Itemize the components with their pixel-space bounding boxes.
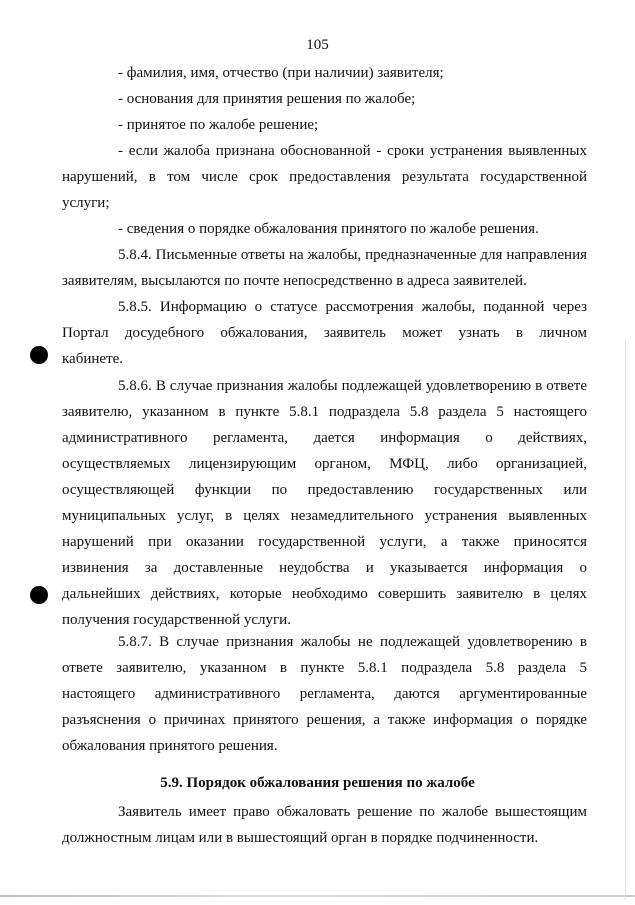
text-line: услуги;	[62, 195, 110, 211]
text-line: 5.8.6. В случае признания жалобы подлежащей удовлетворению в ответе	[118, 378, 587, 394]
text-line: административного регламента, дается информация о действиях,	[62, 430, 587, 446]
text-line: осуществляемых лицензирующим органом, МФЦ, либо организацией,	[62, 456, 587, 472]
text-line: муниципальных услуг, в целях незамедлительного устранения выявленных	[62, 508, 587, 524]
text-line: Портал досудебного обжалования, заявитель может узнать в личном	[62, 325, 587, 341]
text-line: Заявитель имеет право обжаловать решение по жалобе вышестоящим	[118, 804, 587, 820]
punch-hole	[30, 346, 48, 364]
text-line: извинения за доставленные неудобства и указывается информация о	[62, 560, 587, 576]
punch-hole	[30, 586, 48, 604]
text-line: разъяснения о причинах принятого решения, а также информация о порядке	[62, 712, 587, 728]
scan-edge	[625, 340, 626, 900]
scan-edge	[0, 895, 635, 897]
text-line: ответе заявителю, указанном в пункте 5.8.1 подраздела 5.8 раздела 5	[62, 660, 587, 676]
text-line: осуществляющей функции по предоставлению государственных или	[62, 482, 587, 498]
text-line: дальнейших действиях, которые необходимо совершить заявителю в целях	[62, 586, 587, 602]
text-line: кабинете.	[62, 351, 124, 367]
text-line: нарушений, в том числе срок предоставления результата государственной	[62, 169, 587, 185]
text-line: 5.8.4. Письменные ответы на жалобы, предназначенные для направления	[118, 247, 587, 263]
text-line: - сведения о порядке обжалования принятого по жалобе решения.	[118, 221, 539, 237]
page-number: 105	[306, 37, 329, 53]
text-line: заявителям, высылаются по почте непосредственно в адреса заявителей.	[62, 273, 527, 289]
text-line: - фамилия, имя, отчество (при наличии) заявителя;	[118, 65, 444, 81]
text-line: настоящего административного регламента, даются аргументированные	[62, 686, 587, 702]
text-line: 5.8.5. Информацию о статусе рассмотрения жалобы, поданной через	[118, 299, 587, 315]
text-line: - основания для принятия решения по жалобе;	[118, 91, 416, 107]
text-line: нарушений при оказании государственной услуги, а также приносятся	[62, 534, 587, 550]
text-line: должностным лицам или в вышестоящий орган в порядке подчиненности.	[62, 830, 539, 846]
text-line: получения государственной услуги.	[62, 612, 291, 628]
section-heading: 5.9. Порядок обжалования решения по жалобе	[160, 775, 475, 791]
text-line: заявителю, указанном в пункте 5.8.1 подраздела 5.8 раздела 5 настоящего	[62, 404, 587, 420]
text-line: обжалования принятого решения.	[62, 738, 278, 754]
text-line: - если жалоба признана обоснованной - сроки устранения выявленных	[118, 143, 587, 159]
text-line: 5.8.7. В случае признания жалобы не подлежащей удовлетворению в	[118, 634, 587, 650]
text-line: - принятое по жалобе решение;	[118, 117, 319, 133]
